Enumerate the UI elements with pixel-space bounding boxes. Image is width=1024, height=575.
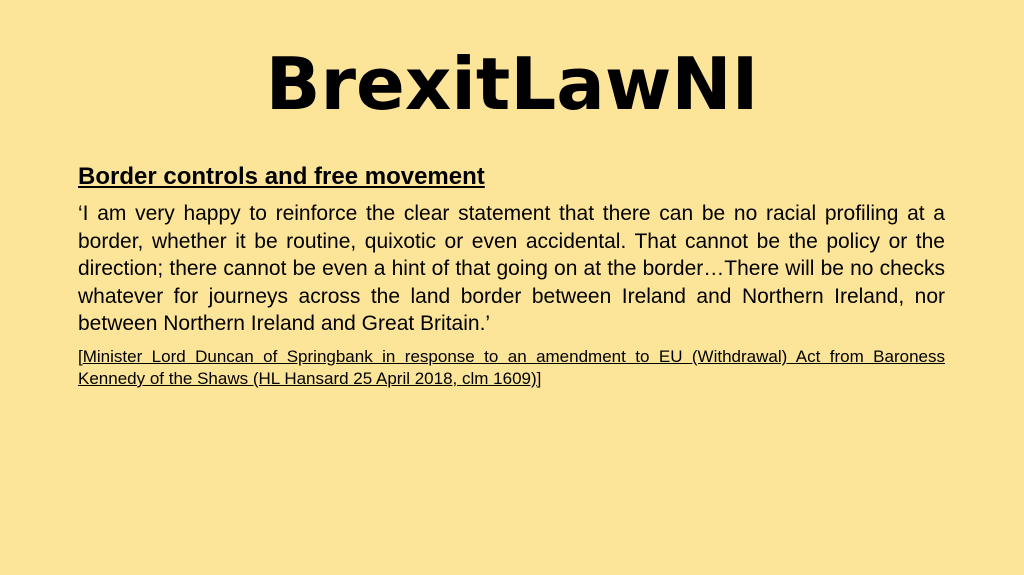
slide-body (78, 160, 945, 390)
citation (78, 346, 945, 390)
citation-link[interactable]: Minister Lord Duncan of Springbank in response to an amendment to EU (Withdrawal) Act from Baroness Kennedy of the Shaws (HL Hansard 25 April 2018, clm 1609)] (78, 346, 945, 388)
section-heading: Border controls and free movement (78, 163, 485, 190)
citation-open-bracket: [ (78, 346, 83, 366)
slide-title: BrexitLawNI (265, 42, 759, 126)
quote-text: ‘I am very happy to reinforce the clear statement that there can be no racial profiling at a border, whether it be routine, quixotic or even accidental. That cannot be the policy or the direction; there cannot be even a hint of that going on at the border…There will be no checks whatever for journeys across the land border between Ireland and Northern Ireland, nor between Northern Ireland and Great Britain.’ (78, 202, 945, 336)
